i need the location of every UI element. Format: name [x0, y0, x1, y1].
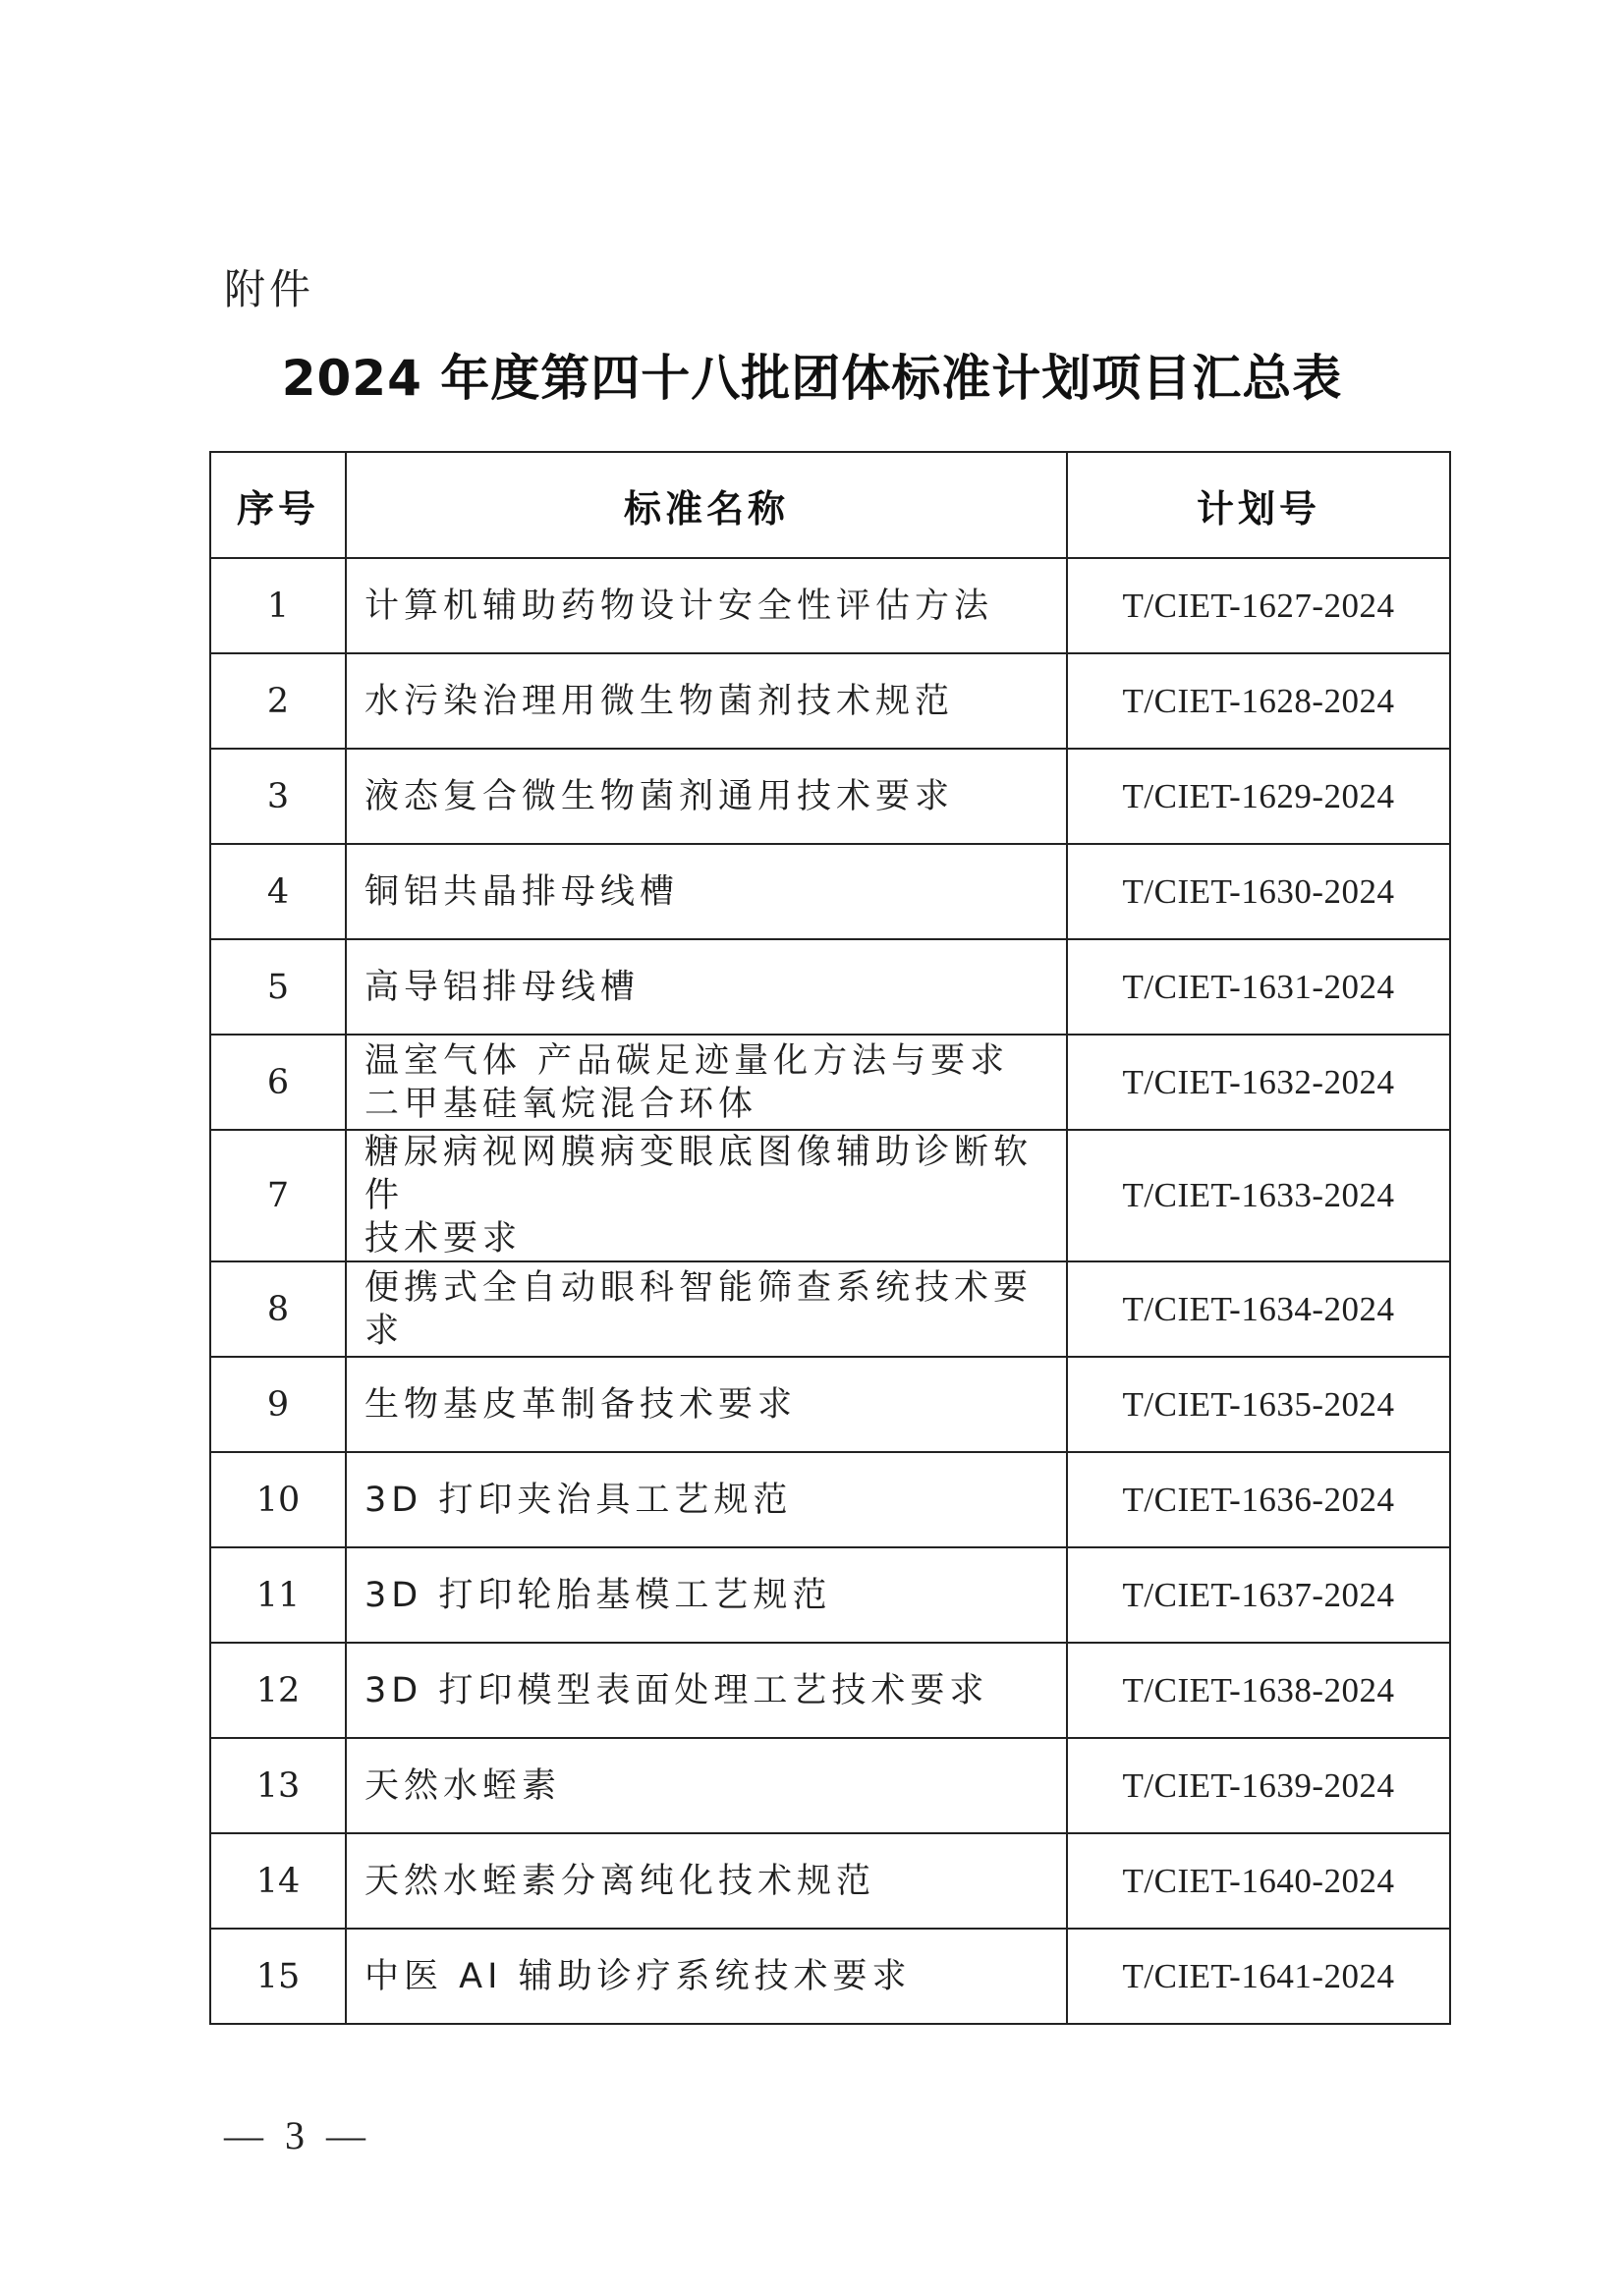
row-standard-name: 水污染治理用微生物菌剂技术规范: [346, 653, 1067, 749]
row-standard-name: 便携式全自动眼科智能筛查系统技术要求: [346, 1261, 1067, 1357]
standard-name-line-2: 技术要求: [364, 1219, 523, 1259]
row-plan-number: T/CIET-1628-2024: [1067, 653, 1450, 749]
header-standard-name: 标准名称: [346, 452, 1067, 558]
row-plan-number: T/CIET-1639-2024: [1067, 1738, 1450, 1833]
row-standard-name: 铜铝共晶排母线槽: [346, 844, 1067, 939]
table-header-row: [210, 452, 1450, 558]
row-serial-number: 9: [210, 1357, 346, 1452]
row-serial-number: 8: [210, 1261, 346, 1357]
row-plan-number: T/CIET-1640-2024: [1067, 1833, 1450, 1929]
table-row: [210, 1547, 1450, 1643]
row-plan-number: T/CIET-1632-2024: [1067, 1035, 1450, 1130]
row-serial-number: 4: [210, 844, 346, 939]
row-plan-number: T/CIET-1633-2024: [1067, 1130, 1450, 1261]
header-serial-number: 序号: [210, 452, 346, 558]
row-serial-number: 6: [210, 1035, 346, 1130]
row-plan-number: T/CIET-1636-2024: [1067, 1452, 1450, 1547]
header-plan-number: 计划号: [1067, 452, 1450, 558]
row-standard-name: 3D 打印轮胎基模工艺规范: [346, 1547, 1067, 1643]
table-row: [210, 1261, 1450, 1357]
row-plan-number: T/CIET-1631-2024: [1067, 939, 1450, 1035]
row-plan-number: T/CIET-1638-2024: [1067, 1643, 1450, 1738]
row-serial-number: 12: [210, 1643, 346, 1738]
row-standard-name: [346, 1035, 1067, 1130]
row-plan-number: T/CIET-1629-2024: [1067, 749, 1450, 844]
table-row: [210, 558, 1450, 653]
document-title: 2024 年度第四十八批团体标准计划项目汇总表: [281, 350, 1343, 407]
row-serial-number: 1: [210, 558, 346, 653]
row-plan-number: T/CIET-1641-2024: [1067, 1929, 1450, 2024]
table-row: [210, 1130, 1450, 1261]
row-standard-name: 计算机辅助药物设计安全性评估方法: [346, 558, 1067, 653]
row-standard-name: 3D 打印夹治具工艺规范: [346, 1452, 1067, 1547]
row-serial-number: 2: [210, 653, 346, 749]
row-serial-number: 15: [210, 1929, 346, 2024]
table-row: [210, 844, 1450, 939]
page-number: — 3 —: [224, 2113, 371, 2157]
row-plan-number: T/CIET-1627-2024: [1067, 558, 1450, 653]
row-standard-name: 高导铝排母线槽: [346, 939, 1067, 1035]
table-row: [210, 1357, 1450, 1452]
table-row: [210, 1833, 1450, 1929]
row-plan-number: T/CIET-1634-2024: [1067, 1261, 1450, 1357]
row-serial-number: 14: [210, 1833, 346, 1929]
row-standard-name: [346, 1130, 1067, 1261]
row-standard-name: 液态复合微生物菌剂通用技术要求: [346, 749, 1067, 844]
attachment-label: 附件: [224, 265, 315, 313]
row-standard-name: 天然水蛭素: [346, 1738, 1067, 1833]
standards-plan-table: [209, 451, 1451, 2025]
row-standard-name: 天然水蛭素分离纯化技术规范: [346, 1833, 1067, 1929]
row-plan-number: T/CIET-1635-2024: [1067, 1357, 1450, 1452]
row-plan-number: T/CIET-1637-2024: [1067, 1547, 1450, 1643]
standard-name-line-1: 糖尿病视网膜病变眼底图像辅助诊断软件: [364, 1133, 1034, 1215]
row-serial-number: 11: [210, 1547, 346, 1643]
row-serial-number: 3: [210, 749, 346, 844]
row-standard-name: 生物基皮革制备技术要求: [346, 1357, 1067, 1452]
standard-name-line-2: 二甲基硅氧烷混合环体: [364, 1084, 758, 1124]
row-serial-number: 7: [210, 1130, 346, 1261]
table-row: [210, 653, 1450, 749]
row-serial-number: 5: [210, 939, 346, 1035]
row-standard-name: 中医 AI 辅助诊疗系统技术要求: [346, 1929, 1067, 2024]
row-standard-name: 3D 打印模型表面处理工艺技术要求: [346, 1643, 1067, 1738]
row-plan-number: T/CIET-1630-2024: [1067, 844, 1450, 939]
table-row: [210, 1035, 1450, 1130]
row-serial-number: 10: [210, 1452, 346, 1547]
standard-name-line-1: 温室气体 产品碳足迹量化方法与要求: [364, 1040, 1010, 1081]
row-serial-number: 13: [210, 1738, 346, 1833]
table-row: [210, 749, 1450, 844]
table-row: [210, 939, 1450, 1035]
table-row: [210, 1738, 1450, 1833]
table-row: [210, 1929, 1450, 2024]
table-row: [210, 1643, 1450, 1738]
table-row: [210, 1452, 1450, 1547]
